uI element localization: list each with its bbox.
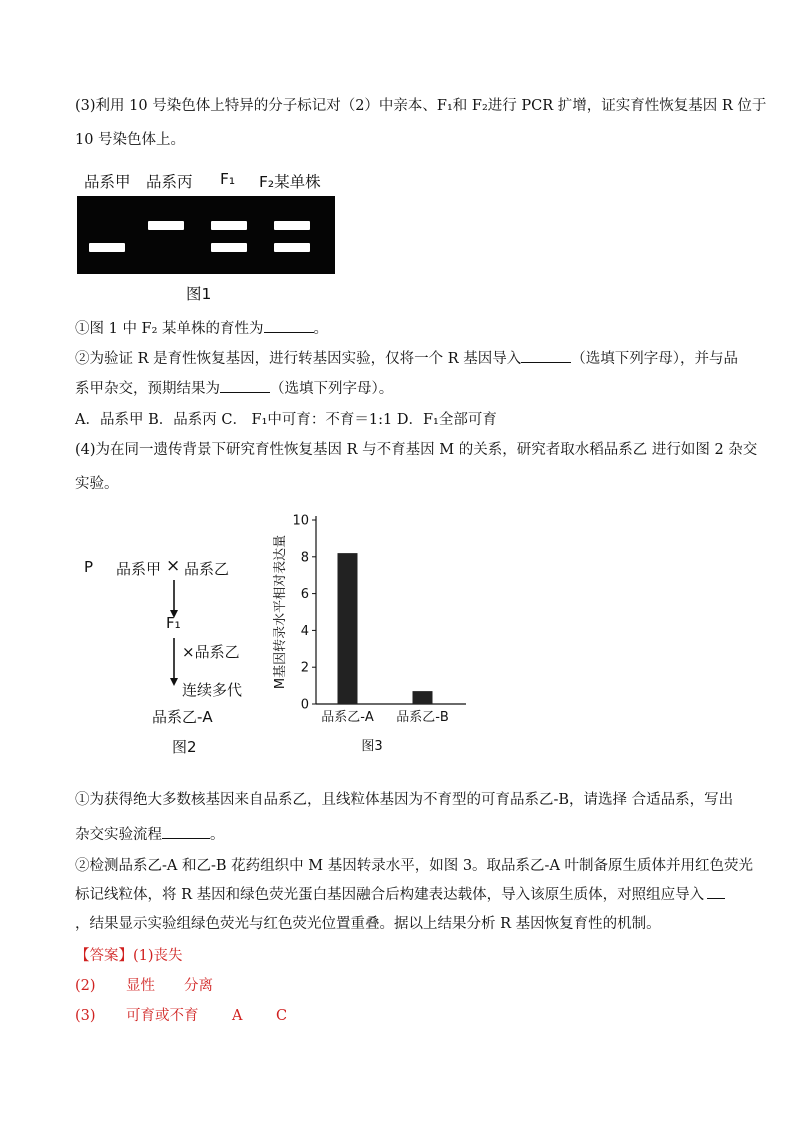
fig2-arrows <box>162 578 186 688</box>
x-tick-label: 品系乙-A <box>321 710 374 725</box>
q4-sub1-line1: ①为获得绝大多数核基因来自品系乙，且线粒体基因为不育型的可育品系乙-B，请选择 合适品系，写出 <box>75 792 734 808</box>
q4-line1: (4)为在同一遗传背景下研究育性恢复基因 R 与不育基因 M 的关系，研究者取水稻品系乙 进行如图 2 杂交 <box>75 442 758 458</box>
y-tick-label: 0 <box>300 697 309 713</box>
fig2-parent2: 品系乙 <box>184 560 230 578</box>
answer-blank <box>707 884 725 899</box>
fig2-result: 品系乙-A <box>152 708 213 726</box>
sub2-text-b: （选填下列字母），并与品 <box>571 351 739 367</box>
answer-3a: 可育或不育 <box>126 1008 199 1024</box>
fig2-p-label: P <box>84 558 94 576</box>
answer-2b: 分离 <box>184 978 213 994</box>
bar <box>413 691 433 704</box>
answer-blank <box>220 378 270 393</box>
options-line: A．品系甲 B．品系丙 C． F₁中可育：不育＝1:1 D．F₁全部可育 <box>75 412 497 428</box>
y-tick-label: 2 <box>300 660 309 676</box>
answer-1: (1)丧失 <box>133 948 183 964</box>
q4-sub2-line2 <box>75 884 725 905</box>
answer-blank <box>264 318 314 333</box>
gel-band <box>274 243 310 252</box>
y-tick-label: 4 <box>300 623 309 639</box>
fig2-f1: F₁ <box>166 614 181 632</box>
sub2-line1 <box>75 348 738 369</box>
sub1-end: 。 <box>313 321 329 337</box>
q3-line1: (3)利用 10 号染色体上特异的分子标记对（2）中亲本、F₁和 F₂进行 PCR 扩增，证实育性恢复基因 R 位于 <box>75 98 767 114</box>
q4-sub1-line2 <box>75 824 225 845</box>
q3-line2: 10 号染色体上。 <box>75 132 186 148</box>
gel-band <box>89 243 125 252</box>
q4-sub1-end: 。 <box>210 827 225 843</box>
sub2-text-a: ②为验证 R 是育性恢复基因，进行转基因实验，仅将一个 R 基因导入 <box>75 351 522 367</box>
fig2-caption: 图2 <box>172 738 197 756</box>
fig1-lane-label: F₂某单株 <box>259 173 321 191</box>
sub2-text-c: 系甲杂交，预期结果为 <box>75 381 220 397</box>
answer-tag: 【答案】 <box>75 948 133 964</box>
y-axis-label: M基因转录水平相对表达量 <box>273 534 288 690</box>
sub1-text: ①图 1 中 F₂ 某单株的育性为 <box>75 321 264 337</box>
bar <box>338 553 358 704</box>
fig1-lane-label: F₁ <box>220 170 236 188</box>
answer-blank <box>521 348 571 363</box>
answer-num-3: (3) <box>75 1008 96 1024</box>
answer-num-2: (2) <box>75 978 96 994</box>
sub1-line <box>75 318 328 339</box>
gel-band <box>211 221 247 230</box>
answer-3c: C <box>276 1008 288 1024</box>
q4-sub2-text: 标记线粒体，将 R 基因和绿色荧光蛋白基因融合后构建表达载体，导入该原生质体，对照组应导入 <box>75 887 705 903</box>
answer-3b: A <box>232 1008 243 1024</box>
q4-sub2-line1: ②检测品系乙-A 和乙-B 花药组织中 M 基因转录水平，如图 3。取品系乙-A 叶制备原生质体并用红色荧光 <box>75 858 754 874</box>
fig1-lane-label: 品系甲 <box>84 173 131 191</box>
q4-sub1-text: 杂交实验流程 <box>75 827 162 843</box>
answer-2a: 显性 <box>126 978 155 994</box>
x-tick-label: 品系乙-B <box>396 710 449 725</box>
answer-blank <box>162 824 210 839</box>
y-tick-label: 10 <box>292 513 309 529</box>
fig3-caption: 图3 <box>361 739 383 754</box>
q4-line2: 实验。 <box>75 476 119 492</box>
answer-line1 <box>75 946 183 966</box>
gel-band <box>274 221 310 230</box>
gel-image <box>77 196 335 274</box>
q4-sub2-line3: ，结果显示实验组绿色荧光与红色荧光位置重叠。据以上结果分析 R 基因恢复育性的机制。 <box>75 916 661 932</box>
y-tick-label: 8 <box>300 550 309 566</box>
fig2-parent1: 品系甲 <box>116 560 162 578</box>
fig1-lane-label: 品系丙 <box>146 173 193 191</box>
y-tick-label: 6 <box>300 587 309 603</box>
fig2-generations: 连续多代 <box>182 681 243 699</box>
fig1-caption: 图1 <box>186 285 212 303</box>
fig2-backcross: ×品系乙 <box>182 643 240 661</box>
sub2-line2 <box>75 378 393 399</box>
sub2-text-d: （选填下列字母）。 <box>270 381 394 397</box>
gel-band <box>211 243 247 252</box>
fig2-cross-symbol: × <box>166 556 181 576</box>
gel-band <box>148 221 184 230</box>
fig3-bar-chart <box>268 506 478 758</box>
